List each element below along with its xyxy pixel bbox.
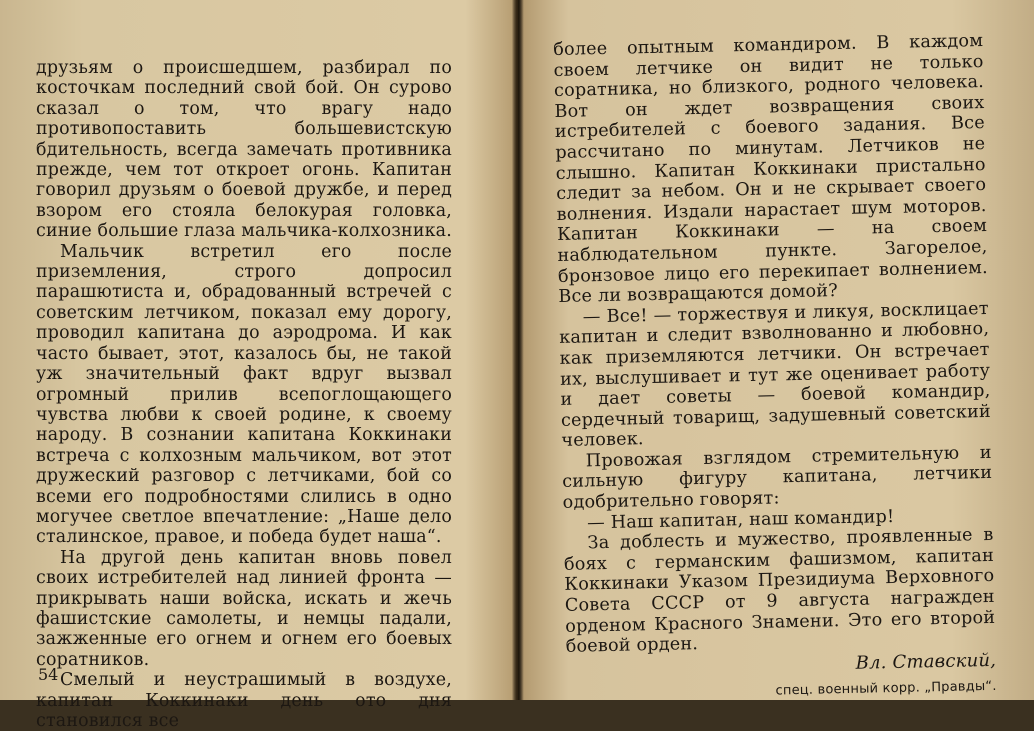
paragraph: На другой день капитан вновь повел своих истребителей над линией фронта — прикрывать наши войска, искать и жечь фашистские самолеты, и немцы падали, зажженные его огнем и огнем его боевых соратников. (36, 547, 452, 670)
right-page (517, 0, 1034, 700)
paragraph: Провожая взглядом стремительную и сильную фигуру капитана, летчики одобрительно говорят: (562, 442, 993, 513)
left-page-text (36, 58, 452, 731)
paragraph: друзьям о происшедшем, разбирал по косточкам последний свой бой. Он сурово сказал о том, что врагу надо противопоставить большевистскую бдительность, всегда замечать противника прежде, чем тот откроет огонь. Капитан говорил друзьям о боевой дружбе, и перед взором его стояла белокурая головка, синие большие глаза мальчика-колхозника. (36, 58, 452, 242)
paragraph: — Все! — торжествуя и ликуя, восклицает капитан и следит взволнованно и любовно, как приземляются летчики. Он встречает их, выслушивает и тут же оценивает работу и дает советы — боевой командир, сердечный товарищ, задушевный советский человек. (559, 298, 992, 452)
right-page-text (553, 31, 997, 707)
paragraph: более опытным командиром. В каждом своем летчике он видит не только соратника, но близкого, родного человека. Вот он ждет возвращения своих истребителей с боевого задания. Все рассчитано по минутам. Летчиков не слышно. Капитан Коккинаки пристально следит за небом. Он и не скрывает своего волнения. Издали нарастает шум моторов. Капитан Коккинаки — на своем наблюдательном пункте. Загорелое, бронзовое лицо его перекипает волнением. Все ли возвращаются домой? (553, 30, 989, 308)
paragraph: За доблесть и мужество, проявленные в боях с германским фашизмом, капитан Коккинаки Указом Президиума Верховного Совета СССР от 9 августа награжден орденом Красного Знамени. Это его второй боевой орден. (563, 525, 996, 658)
author-title: спец. военный корр. „Правды“. (775, 679, 997, 699)
page-number: 54 (38, 665, 59, 684)
author-signature: Вл. Ставский, (855, 649, 997, 674)
paragraph: Мальчик встретил его после приземления, строго допросил парашютиста и, обрадованный встречей с советским летчиком, показал ему дорогу, проводил капитана до аэродрома. И как часто бывает, этот, казалось бы, не такой уж значительный факт вдруг вызвал огромный прилив всепоглощающего чувства любви к своей родине, к своему народу. В сознании капитана Коккинаки встреча с колхозным мальчиком, вот этот дружеский разговор с летчиками, бой со всеми его подробностями слились в одно могучее светлое впечатление: „Наше дело сталинское, правое, и победа будет наша“. (36, 241, 452, 548)
paragraph: Смелый и неустрашимый в воздухе, капитан Коккинаки день ото дня становился все (36, 670, 452, 731)
paragraph: — Наш капитан, наш командир! (586, 506, 895, 534)
